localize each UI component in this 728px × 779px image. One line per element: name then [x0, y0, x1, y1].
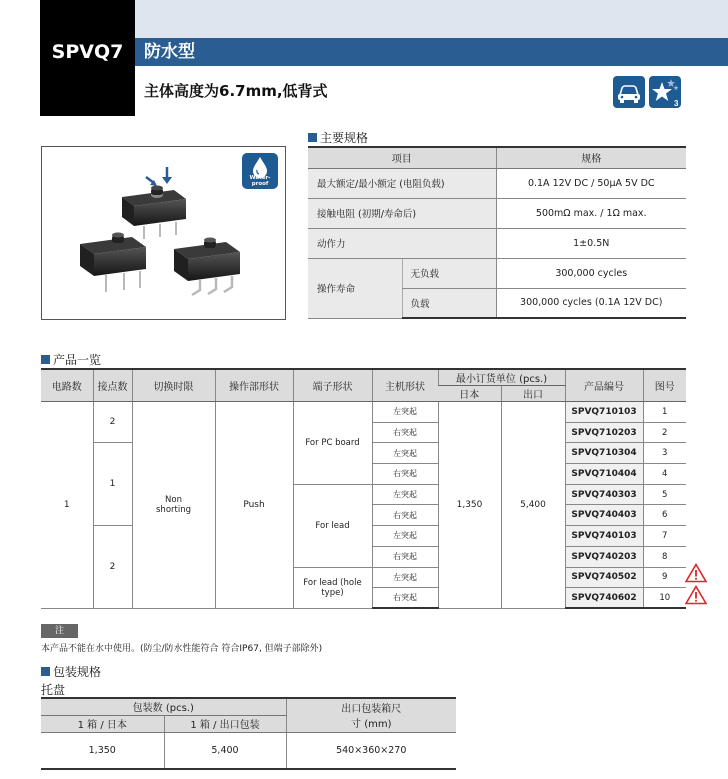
spec-label: 动作力: [308, 228, 496, 258]
spec-label: 最大额定/最小额定 (电阻负载): [308, 168, 496, 198]
star-3-icon: [649, 76, 681, 108]
figure-number-cell: 4: [643, 464, 686, 485]
title-bar: [135, 38, 728, 66]
part-number-cell: SPVQ710203: [565, 422, 643, 443]
packing-section-label: [41, 663, 101, 680]
figure-number-cell: 9: [643, 567, 686, 588]
spec-value: 0.1A 12V DC / 50μA 5V DC: [496, 168, 686, 198]
figure-number-cell: 10: [643, 588, 686, 609]
header-circuits: 电路数: [41, 369, 93, 402]
spec-value: 300,000 cycles (0.1A 12V DC): [496, 288, 686, 318]
figure-number-cell: 3: [643, 443, 686, 464]
japan-qty-cell: 1,350: [438, 402, 501, 609]
body-shape-cell: 左突起: [372, 443, 438, 464]
terminal-cell: For lead: [293, 484, 372, 567]
body-shape-cell: 右突起: [372, 546, 438, 567]
model-name: SPVQ7: [51, 41, 124, 63]
spec-sub-label: 无负载: [402, 258, 496, 288]
spec-value: 500mΩ max. / 1Ω max.: [496, 198, 686, 228]
spec-section-text: 主要规格: [320, 131, 369, 145]
square-bullet-icon: [41, 355, 50, 364]
spec-header-spec: 规格: [496, 147, 686, 168]
water-proof-badge: [242, 153, 278, 189]
pack-export-cell: 5,400: [164, 732, 286, 769]
spec-value: 1±0.5N: [496, 228, 686, 258]
header-part-no: 产品编号: [565, 369, 643, 402]
star-level-number: 3: [674, 99, 679, 108]
header-switch-timing: 切换时限: [132, 369, 215, 402]
spec-label: 接触电阻 (初期/寿命后): [308, 198, 496, 228]
part-number-cell: SPVQ710304: [565, 443, 643, 464]
part-number-cell: SPVQ740303: [565, 484, 643, 505]
spec-row: [308, 168, 686, 198]
figure-number-cell: 1: [643, 402, 686, 423]
table-row: [41, 732, 456, 769]
figure-number-cell: 8: [643, 546, 686, 567]
terminal-cell: For PC board: [293, 402, 372, 485]
body-shape-cell: 右突起: [372, 464, 438, 485]
spec-row: [308, 258, 686, 288]
products-section-label: [41, 351, 101, 368]
body-shape-cell: 左突起: [372, 567, 438, 588]
header-body: 主机形状: [372, 369, 438, 402]
contacts-cell: 2: [93, 402, 132, 443]
spec-label: 操作寿命: [308, 258, 402, 318]
note-text: 本产品不能在水中使用。(防尘/防水性能符合 符合IP67, 但端子部除外): [41, 644, 323, 654]
header-moq: 最小订货单位 (pcs.): [438, 369, 565, 386]
figure-number-cell: 7: [643, 526, 686, 547]
header-fig: 图号: [643, 369, 686, 402]
contacts-cell: 1: [93, 443, 132, 526]
note-tag: 注: [41, 624, 78, 638]
spec-sub-label: 负载: [402, 288, 496, 318]
export-qty-cell: 5,400: [501, 402, 565, 609]
packing-table: [41, 697, 456, 770]
part-number-cell: SPVQ740103: [565, 526, 643, 547]
figure-number-cell: 2: [643, 422, 686, 443]
figure-number-cell: 6: [643, 505, 686, 526]
body-shape-cell: 右突起: [372, 422, 438, 443]
part-number-cell: SPVQ740203: [565, 546, 643, 567]
header-export: 出口: [501, 386, 565, 402]
water-proof-label: Water-proof: [249, 175, 271, 187]
actuator-cell: Push: [215, 402, 293, 609]
body-shape-cell: 左突起: [372, 526, 438, 547]
warning-icon: [685, 563, 707, 583]
model-type: 防水型: [144, 42, 195, 62]
header-band: [135, 0, 728, 38]
part-number-cell: SPVQ740602: [565, 588, 643, 609]
figure-number-cell: 5: [643, 484, 686, 505]
warning-icon: [685, 585, 707, 605]
table-row: [41, 402, 686, 423]
spec-table: [308, 146, 686, 319]
part-number-cell: SPVQ710404: [565, 464, 643, 485]
header-actuator: 操作部形状: [215, 369, 293, 402]
circuits-cell: 1: [41, 402, 93, 609]
square-bullet-icon: [308, 133, 317, 142]
spec-value: 300,000 cycles: [496, 258, 686, 288]
box-size-cell: 540×360×270: [286, 732, 456, 769]
part-number-cell: SPVQ740403: [565, 505, 643, 526]
part-number-cell: SPVQ710103: [565, 402, 643, 423]
spec-row: [308, 228, 686, 258]
spec-row: [308, 198, 686, 228]
pack-japan-cell: 1,350: [41, 732, 164, 769]
terminal-cell: For lead (hole type): [293, 567, 372, 608]
header-box-size: 出口包装箱尺寸 (mm): [286, 698, 456, 732]
part-number-cell: SPVQ740502: [565, 567, 643, 588]
square-bullet-icon: [41, 667, 50, 676]
body-shape-cell: 右突起: [372, 588, 438, 609]
spec-section-label: [308, 129, 368, 146]
packing-section-text: 包装规格: [53, 665, 102, 679]
product-table: [41, 368, 686, 609]
header-pack-japan: 1 箱 / 日本: [41, 715, 164, 732]
tray-label: 托盘: [41, 683, 66, 697]
header-japan: 日本: [438, 386, 501, 402]
product-photo: [41, 146, 286, 320]
switch-timing-cell: Non shorting: [132, 402, 215, 609]
products-section-text: 产品一览: [53, 353, 102, 367]
header-pack-export: 1 箱 / 出口包装: [164, 715, 286, 732]
page-subtitle: 主体高度为6.7mm,低背式: [144, 82, 328, 100]
contacts-cell: 2: [93, 526, 132, 609]
automotive-icon: [613, 76, 645, 108]
body-shape-cell: 左突起: [372, 484, 438, 505]
header-pack-qty: 包装数 (pcs.): [41, 698, 286, 715]
body-shape-cell: 右突起: [372, 505, 438, 526]
spec-header-item: 项目: [308, 147, 496, 168]
header-contacts: 接点数: [93, 369, 132, 402]
body-shape-cell: 左突起: [372, 402, 438, 423]
header-terminal: 端子形状: [293, 369, 372, 402]
